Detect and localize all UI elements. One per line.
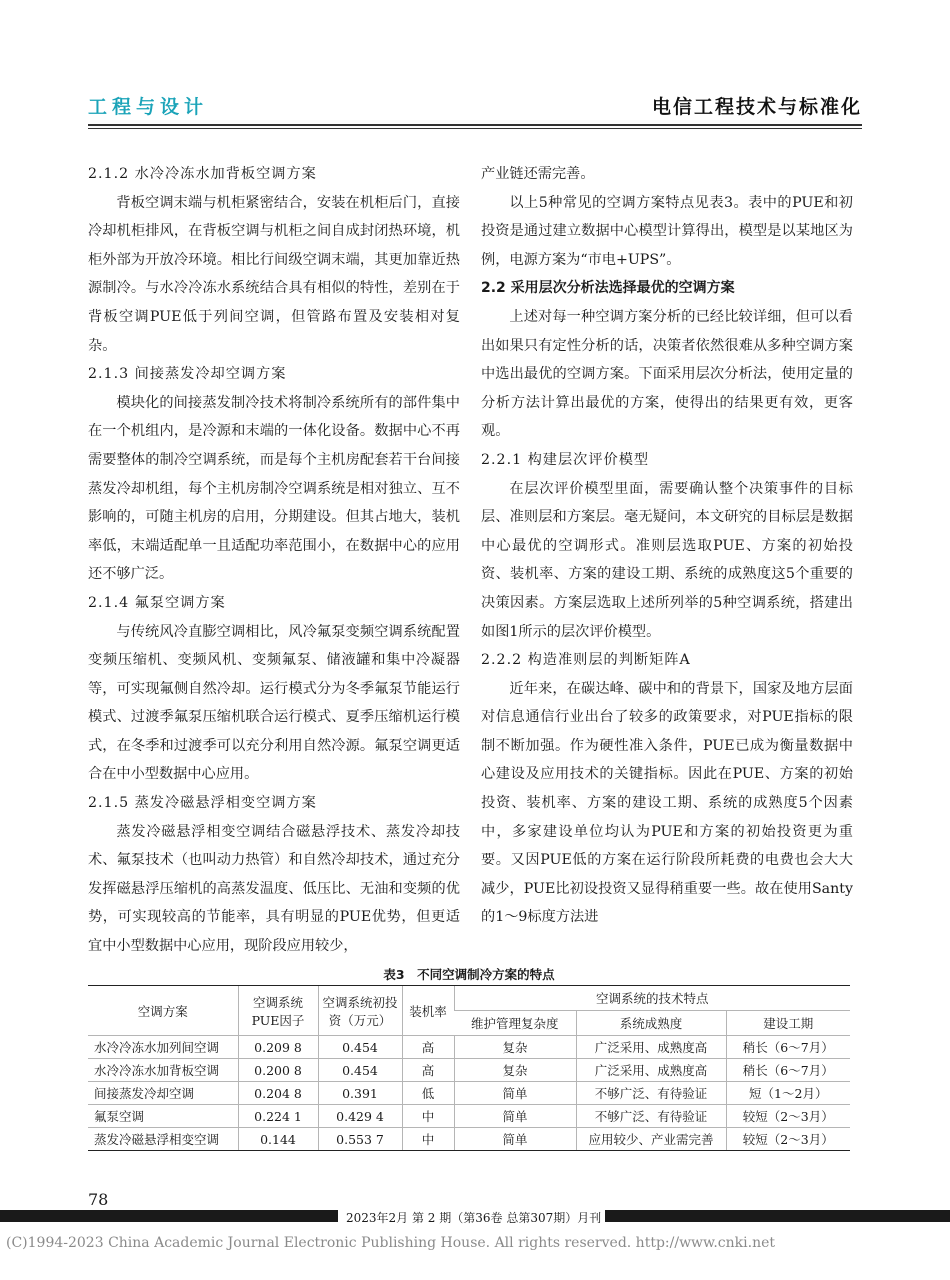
cell-period: 稍长（6～7月） <box>726 1036 850 1059</box>
th-scheme: 空调方案 <box>88 986 238 1036</box>
section-heading: 2.2 采用层次分析法选择最优的空调方案 <box>481 280 735 297</box>
paragraph: 模块化的间接蒸发制冷技术将制冷系统所有的部件集中在一个机组内，是冷源和末端的一体化设备。数据中心不再需要整体的制冷空调系统，而是每个主机房配套若干台间接蒸发冷却机组，每个主机房制冷空调系统是相对独立、互不影响的，可随主机房的启用，分期建设。但其占地大，装机率低，末端适配单一且适配功率范围小，在数据中心的应用还不够广泛。 <box>88 394 460 583</box>
copyright-notice: (C)1994-2023 China Academic Journal Electronic Publishing House. All rights reserved. http://www.cnki.net <box>6 1235 776 1251</box>
th-period: 建设工期 <box>726 1011 850 1036</box>
cell-period: 较短（2～3月） <box>726 1105 850 1128</box>
paragraph: 与传统风冷直膨空调相比，风冷氟泵变频空调系统配置变频压缩机、变频风机、变频氟泵、储液罐和集中冷凝器等，可实现氟侧自然冷却。运行模式分为冬季氟泵节能运行模式、过渡季氟泵压缩机联合运行模式、夏季压缩机运行模式，在冬季和过渡季可以充分利用自然冷源。氟泵空调更适合在中小型数据中心应用。 <box>88 623 460 783</box>
cell-period: 短（1～2月） <box>726 1082 850 1105</box>
section-heading: 2.1.5 蒸发冷磁悬浮相变空调方案 <box>88 795 317 812</box>
cell-period: 较短（2～3月） <box>726 1128 850 1151</box>
cell-investment: 0.454 <box>318 1059 402 1082</box>
th-install-rate: 装机率 <box>402 986 454 1036</box>
cell-install-rate: 中 <box>402 1128 454 1151</box>
th-investment: 空调系统初投资（万元） <box>318 986 402 1036</box>
cell-maintenance: 简单 <box>454 1105 576 1128</box>
cell-scheme: 蒸发冷磁悬浮相变空调 <box>88 1128 238 1151</box>
page-number: 78 <box>88 1190 109 1209</box>
left-column <box>88 160 460 961</box>
cell-install-rate: 低 <box>402 1082 454 1105</box>
table-caption: 表3 不同空调制冷方案的特点 <box>383 967 555 982</box>
paragraph: 在层次评价模型里面，需要确认整个决策事件的目标层、准则层和方案层。毫无疑问，本文研究的目标层是数据中心最优的空调形式。准则层选取PUE、方案的初始投资、装机率、方案的建设工期、系统的成熟度这5个重要的决策因素。方案层选取上述所列举的5种空调系统，搭建出如图1所示的层次评价模型。 <box>481 480 853 640</box>
cell-pue: 0.204 8 <box>238 1082 318 1105</box>
section-heading: 2.1.2 水冷冷冻水加背板空调方案 <box>88 166 317 182</box>
cell-maintenance: 简单 <box>454 1128 576 1151</box>
cell-maintenance: 复杂 <box>454 1036 576 1059</box>
cell-investment: 0.391 <box>318 1082 402 1105</box>
cell-investment: 0.429 4 <box>318 1105 402 1128</box>
section-heading: 2.2.1 构建层次评价模型 <box>481 451 650 468</box>
paragraph: 蒸发冷磁悬浮相变空调结合磁悬浮技术、蒸发冷却技术、氟泵技术（也叫动力热管）和自然冷却技术，通过充分发挥磁悬浮压缩机的高蒸发温度、低压比、无油和变频的优势，可实现较高的节能率，具有明显的PUE优势，但更适宜中小型数据中心应用，现阶段应用较少， <box>88 823 460 955</box>
cell-install-rate: 中 <box>402 1105 454 1128</box>
table-row <box>88 1036 850 1059</box>
th-features: 空调系统的技术特点 <box>454 986 850 1011</box>
cell-maintenance: 复杂 <box>454 1059 576 1082</box>
table-row <box>88 1059 850 1082</box>
cell-maturity: 广泛采用、成熟度高 <box>576 1059 726 1082</box>
cell-maturity: 不够广泛、有待验证 <box>576 1105 726 1128</box>
feature-table <box>88 985 850 1151</box>
right-column <box>481 160 853 932</box>
paragraph: 背板空调末端与机柜紧密结合，安装在机柜后门，直接冷却机柜排风，在背板空调与机柜之间自成封闭热环境，机柜外部为开放冷环境。相比行间级空调末端，其更加靠近热源制冷。与水冷冷冻水系统结合具有相似的特性，差别在于背板空调PUE低于列间空调，但管路布置及安装相对复杂。 <box>88 194 460 354</box>
paragraph: 产业链还需完善。 <box>481 166 595 182</box>
paragraph: 上述对每一种空调方案分析的已经比较详细，但可以看出如果只有定性分析的话，决策者依然很难从多种空调方案中选出最优的空调方案。下面采用层次分析法，使用定量的分析方法计算出最优的方案，使得出的结果更有效，更客观。 <box>481 308 853 440</box>
th-maintenance: 维护管理复杂度 <box>454 1011 576 1036</box>
cell-maturity: 应用较少、产业需完善 <box>576 1128 726 1151</box>
footer-bar-left <box>0 1210 338 1222</box>
journal-section-title: 工程与设计 <box>88 96 209 118</box>
cell-maturity: 广泛采用、成熟度高 <box>576 1036 726 1059</box>
cell-install-rate: 高 <box>402 1059 454 1082</box>
cell-maintenance: 简单 <box>454 1082 576 1105</box>
issue-info: 2023年2月 第 2 期（第36卷 总第307期）月刊 <box>342 1209 605 1226</box>
cell-maturity: 不够广泛、有待验证 <box>576 1082 726 1105</box>
table-row <box>88 1128 850 1151</box>
table-row <box>88 1105 850 1128</box>
cell-scheme: 氟泵空调 <box>88 1105 238 1128</box>
cell-pue: 0.224 1 <box>238 1105 318 1128</box>
cell-pue: 0.200 8 <box>238 1059 318 1082</box>
cell-scheme: 水冷冷冻水加列间空调 <box>88 1036 238 1059</box>
cell-scheme: 水冷冷冻水加背板空调 <box>88 1059 238 1082</box>
cell-install-rate: 高 <box>402 1036 454 1059</box>
section-heading: 2.1.3 间接蒸发冷却空调方案 <box>88 366 287 383</box>
cell-period: 稍长（6～7月） <box>726 1059 850 1082</box>
cell-pue: 0.209 8 <box>238 1036 318 1059</box>
paragraph: 以上5种常见的空调方案特点见表3。表中的PUE和初投资是通过建立数据中心模型计算得出，模型是以某地区为例，电源方案为“市电+UPS”。 <box>481 194 853 268</box>
cell-scheme: 间接蒸发冷却空调 <box>88 1082 238 1105</box>
th-pue: 空调系统PUE因子 <box>238 986 318 1036</box>
header-rule <box>88 124 862 126</box>
cell-pue: 0.144 <box>238 1128 318 1151</box>
paragraph: 近年来，在碳达峰、碳中和的背景下，国家及地方层面对信息通信行业出台了较多的政策要求，对PUE指标的限制不断加强。作为硬性准入条件，PUE已成为衡量数据中心建设及应用技术的关键指标。因此在PUE、方案的初始投资、装机率、方案的建设工期、系统的成熟度5个因素中，多家建设单位均认为PUE和方案的初始投资更为重要。又因PUE低的方案在运行阶段所耗费的电费也会大大减少，PUE比初设投资又显得稍重要一些。故在使用Santy的1～9标度方法进 <box>481 680 853 926</box>
journal-name: 电信工程技术与标准化 <box>651 96 862 118</box>
header-rule-thin <box>88 128 862 129</box>
table-row <box>88 1082 850 1105</box>
cell-investment: 0.553 7 <box>318 1128 402 1151</box>
section-heading: 2.2.2 构造准则层的判断矩阵A <box>481 652 691 669</box>
th-maturity: 系统成熟度 <box>576 1011 726 1036</box>
section-heading: 2.1.4 氟泵空调方案 <box>88 594 226 611</box>
cell-investment: 0.454 <box>318 1036 402 1059</box>
footer-bar-right <box>600 1210 950 1222</box>
